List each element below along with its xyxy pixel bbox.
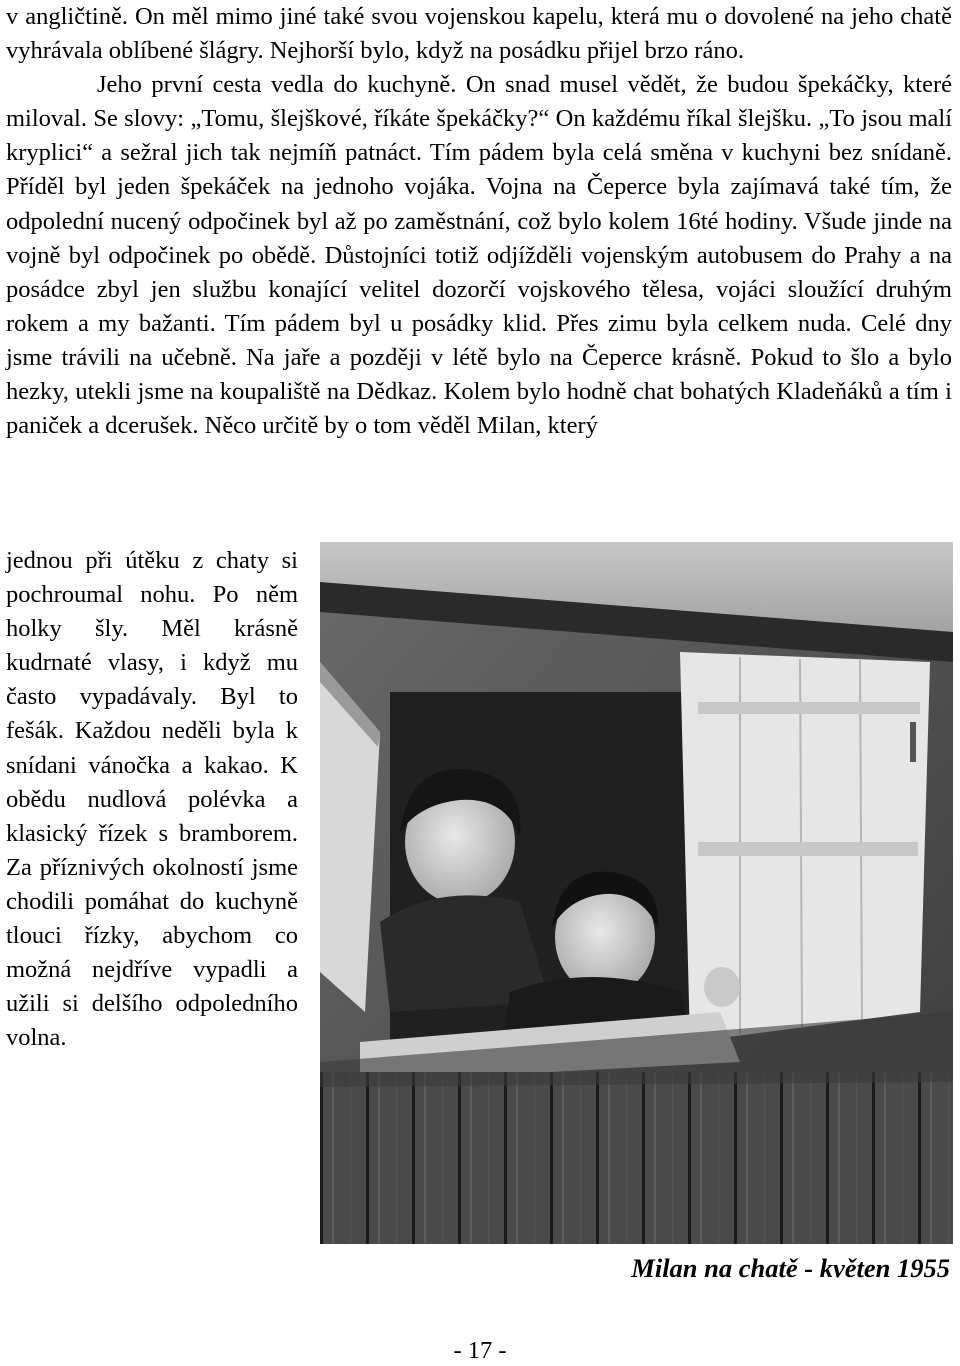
paragraph-1: v angličtině. On měl mimo jiné také svou vojenskou kapelu, která mu o dovolené na jeho chatě vyhrávala oblíbené šlágry. Nejhorší bylo, když na posádku přijel brzo ráno. — [6, 3, 952, 65]
side-text-column: jednou při útěku z chaty si pochroumal nohu. Po něm holky šly. Měl krásně kudrnaté vlasy, i když mu často vypadávaly. Byl to fešák. Každou neděli byla k snídani vánočka a kakao. K obědu nudlová polévka a klasický řízek s bramborem. Za příznivých okolností jsme chodili pomáhat do kuchyně tlouci řízky, abychom co možná nejdříve vypadli a užili si delšího odpoledního volna. — [6, 547, 298, 1052]
photo-milan-at-cottage — [320, 542, 953, 1244]
main-text-block — [6, 0, 952, 443]
page-number: - 17 - — [453, 1337, 507, 1364]
paragraph-2: Jeho první cesta vedla do kuchyně. On snad musel vědět, že budou špekáčky, které miloval. Se slovy: „Tomu, šlejškové, říkáte špekáčky?“ On každému říkal šlejšku. „To jsou malí kryplici“ a sežral jich tak nejmíň patnáct. Tím pádem byla celá směna v kuchyni bez snídaně. Příděl byl jeden špekáček na jednoho vojáka. Vojna na Čeperce byla zajímavá také tím, že odpolední nucený odpočinek byl až po zaměstnání, což bylo kolem 16té hodiny. Všude jinde na vojně byl odpočinek po obědě. Důstojníci totiž odjížděli vojenským autobusem do Prahy a na posádce zbyl jen službu konající velitel dozorčí vojskového tělesa, vojáci sloužící druhým rokem a my bažanti. Tím pádem byl u posádky klid. Přes zimu byla celkem nuda. Celé dny jsme trávili na učebně. Na jaře a později v létě bylo na Čeperce krásně. Pokud to šlo a bylo hezky, utekli jsme na koupaliště na Dědkaz. Kolem bylo hodně chat bohatých Kladeňáků a tím i paniček a dcerušek. Něco určitě by o tom věděl Milan, který — [6, 71, 952, 440]
plank-wall — [320, 1072, 953, 1244]
photo-caption: Milan na chatě - květen 1955 — [631, 1253, 950, 1283]
